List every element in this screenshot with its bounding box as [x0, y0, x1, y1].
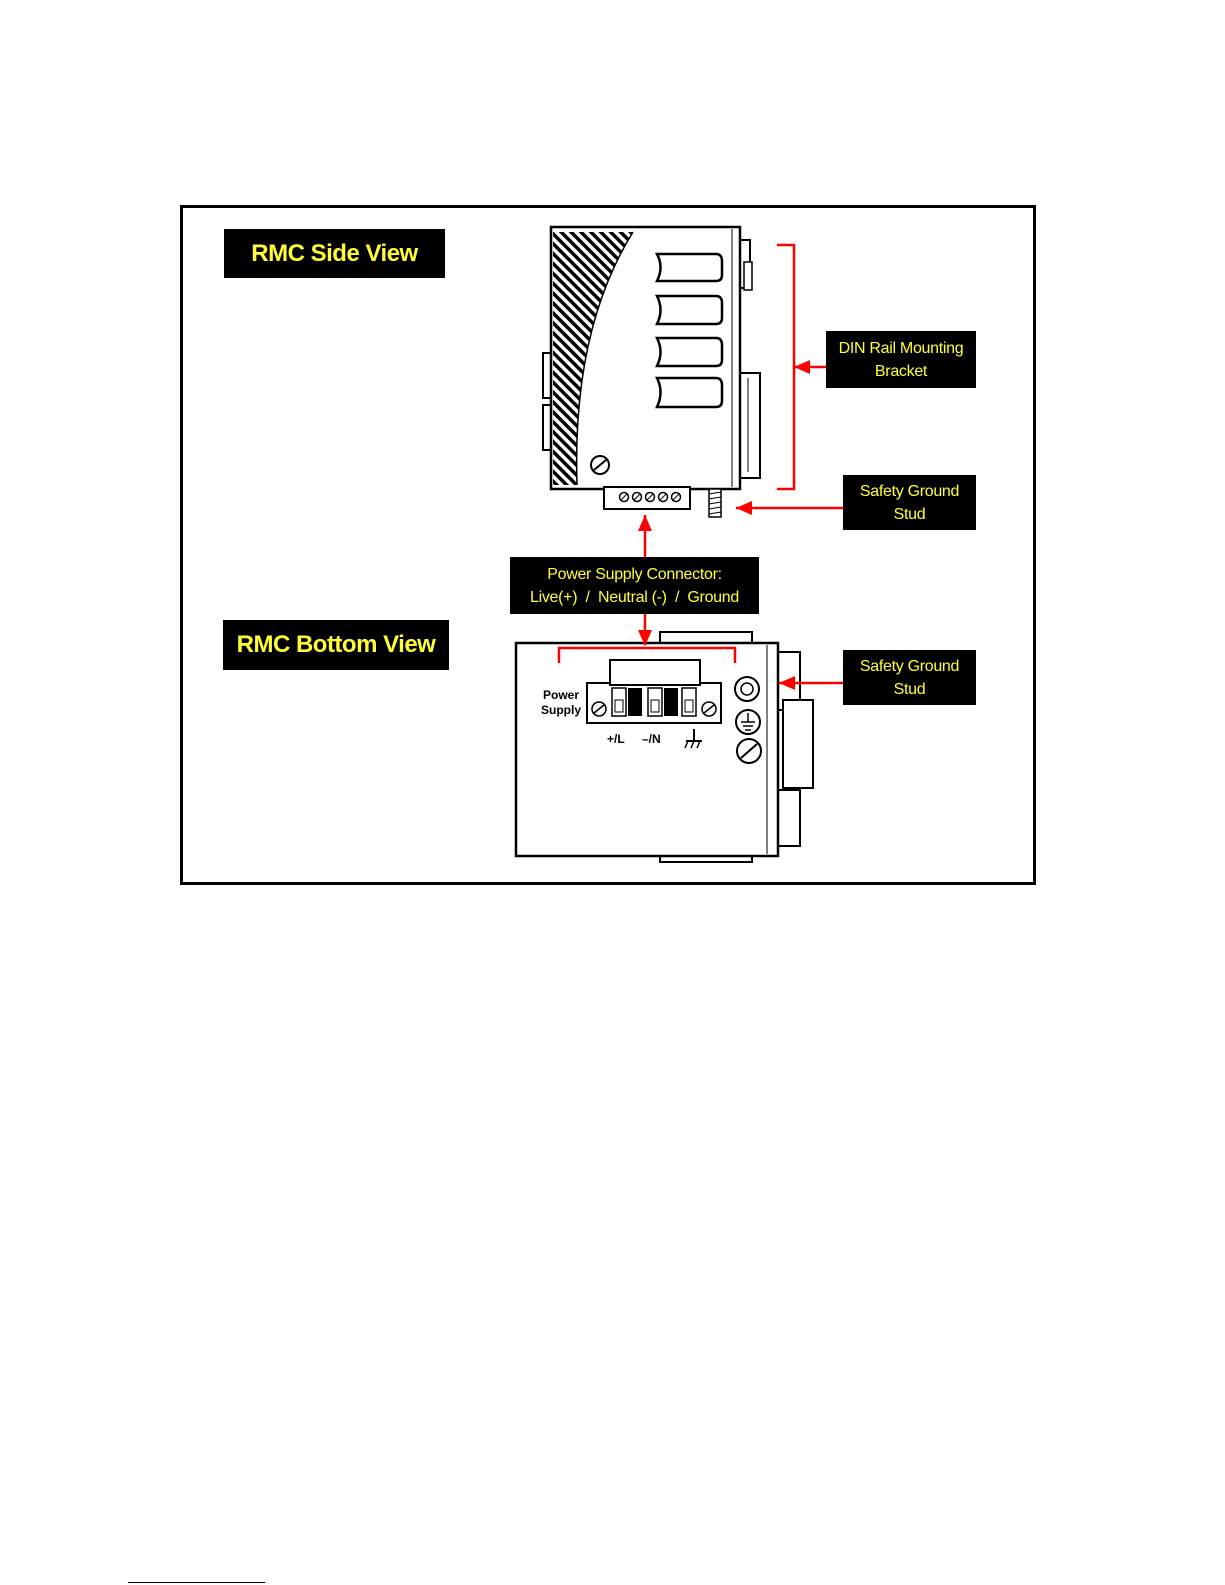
- ground-stud-side-line1: Safety Ground: [859, 482, 960, 500]
- power-supply-label-line1: Power: [542, 688, 579, 702]
- power-connector-callout: [510, 557, 759, 614]
- terminal-live-label: +/L: [607, 732, 625, 746]
- ground-stud-side-callout: [843, 475, 976, 530]
- ground-stud-bottom-line2: Stud: [893, 680, 926, 698]
- footnote-rule: [128, 1582, 265, 1583]
- bottom-view-title: RMC Bottom View: [223, 620, 449, 670]
- power-supply-label-line2: Supply: [540, 703, 581, 717]
- din-rail-callout: [826, 331, 976, 388]
- din-rail-callout-line1: DIN Rail Mounting: [838, 339, 964, 357]
- power-connector-line1: Power Supply Connector:: [547, 565, 722, 583]
- power-connector-line2: Live(+) / Neutral (-) / Ground: [530, 588, 739, 606]
- ground-stud-bottom-line1: Safety Ground: [859, 657, 960, 675]
- rmc-bottom-view-drawing: [516, 632, 813, 862]
- ground-stud-bottom-callout: [843, 650, 976, 705]
- power-supply-label: [536, 688, 586, 718]
- rmc-side-view-drawing: [543, 227, 760, 517]
- side-view-title: RMC Side View: [224, 229, 445, 278]
- terminal-neutral-label: –/N: [642, 732, 661, 746]
- ground-stud-side-line2: Stud: [893, 505, 926, 523]
- din-rail-callout-line2: Bracket: [874, 362, 928, 380]
